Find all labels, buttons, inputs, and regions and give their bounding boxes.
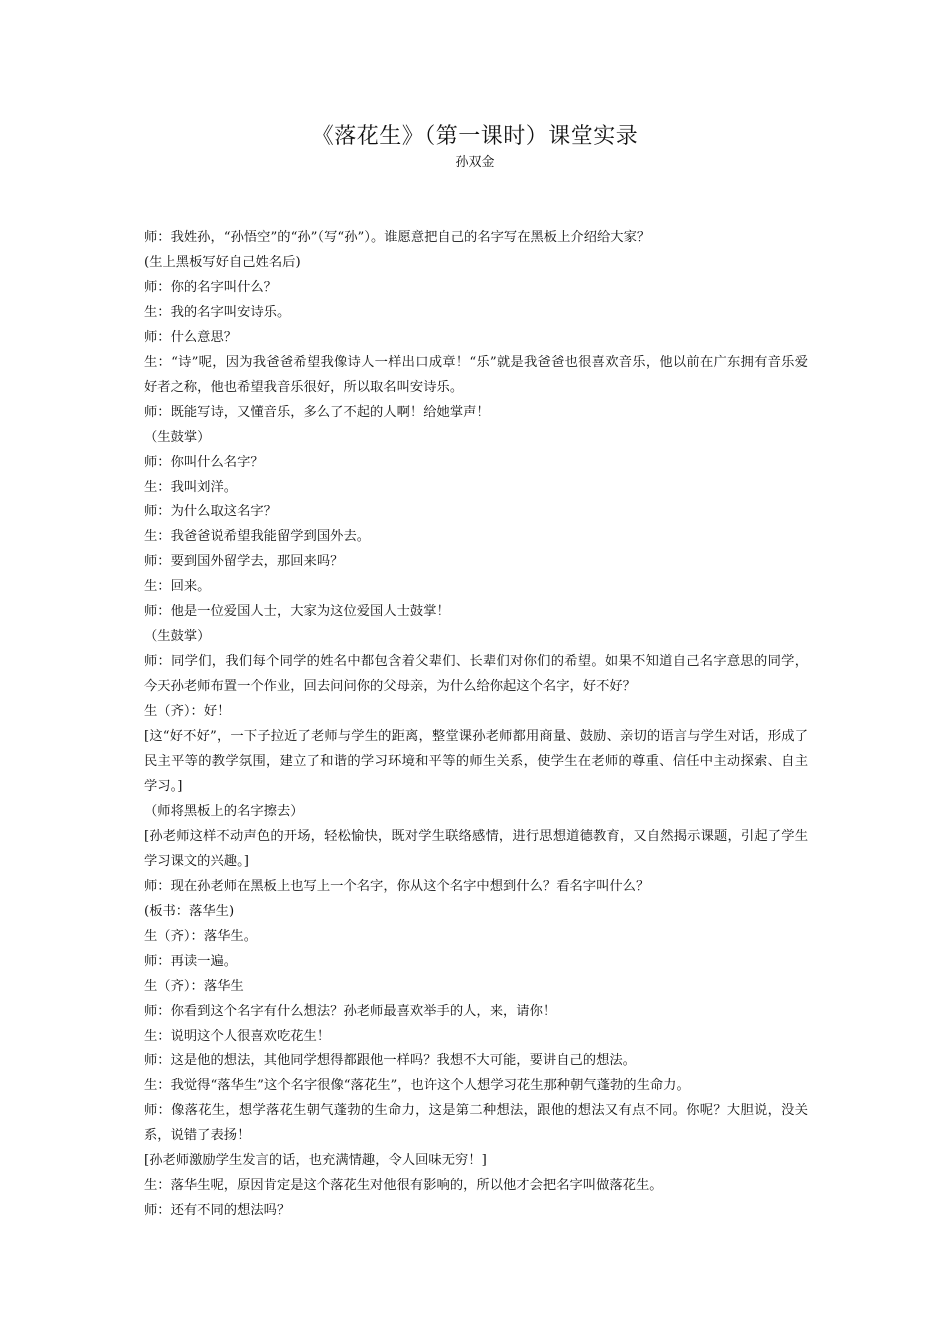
- paragraph: 师：你叫什么名字？: [144, 454, 264, 470]
- paragraph: 生：说明这个人很喜欢吃花生！: [144, 1028, 331, 1044]
- paragraph: （生鼓掌）: [144, 629, 211, 645]
- paragraph: 生：我的名字叫安诗乐。: [144, 304, 291, 320]
- paragraph: [这“好不好”，一下子拉近了老师与学生的距离，整堂课孙老师都用商量、鼓励、亲切的语言与学生对话，形成了民主平等的教学氛围，建立了和谐的学习环境和平等的师生关系，使学生在老师的尊重、信任中主动探索、自主学习。]: [144, 729, 808, 794]
- paragraph: 师：同学们，我们每个同学的姓名中都包含着父辈们、长辈们对你们的希望。如果不知道自己名字意思的同学，今天孙老师布置一个作业，回去问问你的父母亲，为什么给你起这个名字，好不好？: [144, 654, 808, 695]
- paragraph: （师将黑板上的名字擦去）: [144, 803, 304, 819]
- paragraph: [孙老师激励学生发言的话，也充满情趣，令人回味无穷！]: [144, 1153, 487, 1169]
- paragraph: 师：要到国外留学去，那回来吗？: [144, 554, 344, 570]
- paragraph: 生（齐）：好！: [144, 704, 231, 720]
- paragraph: 师：我姓孙，“孙悟空”的“孙”（写“孙”）。谁愿意把自己的名字写在黑板上介绍给大家？: [144, 230, 651, 245]
- paragraph: 师：这是他的想法，其他同学想得都跟他一样吗？我想不大可能，要讲自己的想法。: [144, 1053, 636, 1069]
- paragraph: 生：“诗”呢，因为我爸爸希望我像诗人一样出口成章！“乐”就是我爸爸也很喜欢音乐，他以前在广东拥有音乐爱好者之称，他也希望我音乐很好，所以取名叫安诗乐。: [144, 354, 808, 395]
- paragraph: (板书：落华生): [144, 903, 235, 919]
- paragraph: （生鼓掌）: [144, 429, 211, 445]
- paragraph: 生（齐）：落华生: [144, 978, 244, 994]
- paragraph: 师：他是一位爱国人士，大家为这位爱国人士鼓掌！: [144, 604, 450, 620]
- paragraph: 生：我觉得“落华生”这个名字很像“落花生”，也许这个人想学习花生那种朝气蓬勃的生命力。: [144, 1078, 690, 1094]
- paragraph: 生：我爸爸说希望我能留学到国外去。: [144, 529, 371, 545]
- paragraph: 生：回来。: [144, 579, 211, 595]
- paragraph: 师：什么意思？: [144, 329, 238, 345]
- document-author: 孙双金: [455, 155, 495, 170]
- paragraph: 师：你的名字叫什么？: [144, 279, 277, 295]
- paragraph: 师：像落花生，想学落花生朝气蓬勃的生命力，这是第二种想法，跟他的想法又有点不同。你呢？大胆说，没关系，说错了表扬！: [144, 1103, 808, 1144]
- paragraph: 生：我叫刘洋。: [144, 479, 238, 495]
- paragraph: 生：落华生呢，原因肯定是这个落花生对他很有影响的，所以他才会把名字叫做落花生。: [144, 1178, 663, 1194]
- document-body: [144, 226, 808, 1224]
- paragraph: (生上黑板写好自己姓名后): [144, 254, 301, 270]
- paragraph: [孙老师这样不动声色的开场，轻松愉快，既对学生联络感情，进行思想道德教育，又自然揭示课题，引起了学生学习课文的兴趣。]: [144, 828, 808, 869]
- paragraph: 师：再读一遍。: [144, 953, 238, 969]
- document-title: 《落花生》（第一课时）课堂实录: [311, 124, 639, 149]
- paragraph: 师：现在孙老师在黑板上也写上一个名字，你从这个名字中想到什么？看名字叫什么？: [144, 878, 650, 894]
- paragraph: 生（齐）：落华生。: [144, 928, 258, 944]
- paragraph: 师：你看到这个名字有什么想法？孙老师最喜欢举手的人，来，请你！: [144, 1003, 557, 1019]
- paragraph: 师：为什么取这名字？: [144, 504, 277, 520]
- paragraph: 师：还有不同的想法吗？: [144, 1203, 291, 1219]
- paragraph: 师：既能写诗，又懂音乐，多么了不起的人啊！给她掌声！: [144, 404, 490, 420]
